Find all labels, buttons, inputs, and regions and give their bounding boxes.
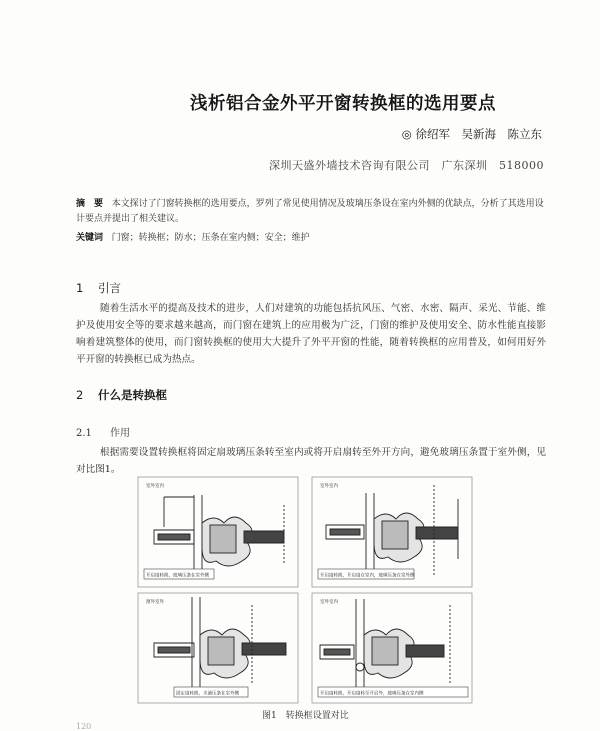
section-2-paragraph: 根据需要设置转换框将固定扇玻璃压条转至室内或将开启扇转至外开方向，避免玻璃压条置于室外侧，见对比图1。 xyxy=(76,447,546,475)
section-1-heading xyxy=(76,280,121,296)
authors: ◎ 徐绍军 吴新海 陈立东 xyxy=(401,127,542,141)
section-1-title: 引言 xyxy=(98,281,121,295)
window-profile-drawing xyxy=(326,485,458,577)
page-number: 120 xyxy=(76,722,92,731)
window-profile-drawing xyxy=(154,597,286,697)
abstract-text: 本文探讨了门窗转换框的选用要点，罗列了常见使用情况及玻璃压条设在室内外侧的优缺点，分析了其选用设计要点并提出了相关建议。 xyxy=(76,199,544,224)
keywords-label: 关键词 xyxy=(76,233,104,243)
section-2-1-number: 2.1 xyxy=(76,428,92,439)
section-2-heading xyxy=(76,387,167,403)
window-profile-drawing xyxy=(154,495,284,575)
figure-caption: 图1 转换框设置对比 xyxy=(262,711,349,721)
panel-1-label: 室外室内 xyxy=(146,484,164,489)
keywords-text: 门窗；转换框；防水；压条在室内侧；安全；维护 xyxy=(111,233,310,243)
section-2-number: 2 xyxy=(76,388,84,402)
panel-3-label: 窗外室外 xyxy=(146,600,164,605)
page-title: 浅析铝合金外平开窗转换框的选用要点 xyxy=(190,94,496,114)
abstract-label: 摘 要 xyxy=(76,199,104,209)
section-2-1-heading xyxy=(76,424,130,439)
section-1-paragraph: 随着生活水平的提高及技术的进步，人们对建筑的功能包括抗风压、气密、水密、隔声、采光、节能、维护及使用安全等的要求越来越高，而门窗在建筑上的应用极为广泛，门窗的维护及使用安全、防水性能直接影响着建筑整体的使用，而门窗转换框的使用大大提升了外平开窗的性能，随着转换框的应用普及，如何用好外平开窗的转换框已成为热点。 xyxy=(76,303,546,365)
panel-1-note: 开启扇转换，玻璃压条在室外侧 xyxy=(146,573,209,579)
figure-1 xyxy=(134,475,476,707)
panel-4-label: 室外室内 xyxy=(320,600,338,605)
affiliation: 深圳天盛外墙技术咨询有限公司 广东深圳 518000 xyxy=(269,159,544,172)
keywords xyxy=(76,230,546,243)
panel-3-note: 固定扇转换，水滴压条在室外侧 xyxy=(176,691,239,697)
section-1-number: 1 xyxy=(76,281,84,295)
panel-4-note: 开启扇转换，开启扇转至开启外，玻璃压条在室内侧 xyxy=(320,691,424,697)
panel-2-label: 室外室内 xyxy=(320,484,338,489)
section-2-1-title: 作用 xyxy=(110,428,130,439)
window-profile-drawing xyxy=(320,599,450,695)
section-2-title: 什么是转换框 xyxy=(98,388,167,402)
panel-2-note: 开启扇转换，开启扇在室内，玻璃压条在室外侧 xyxy=(320,573,415,579)
abstract xyxy=(76,197,546,227)
